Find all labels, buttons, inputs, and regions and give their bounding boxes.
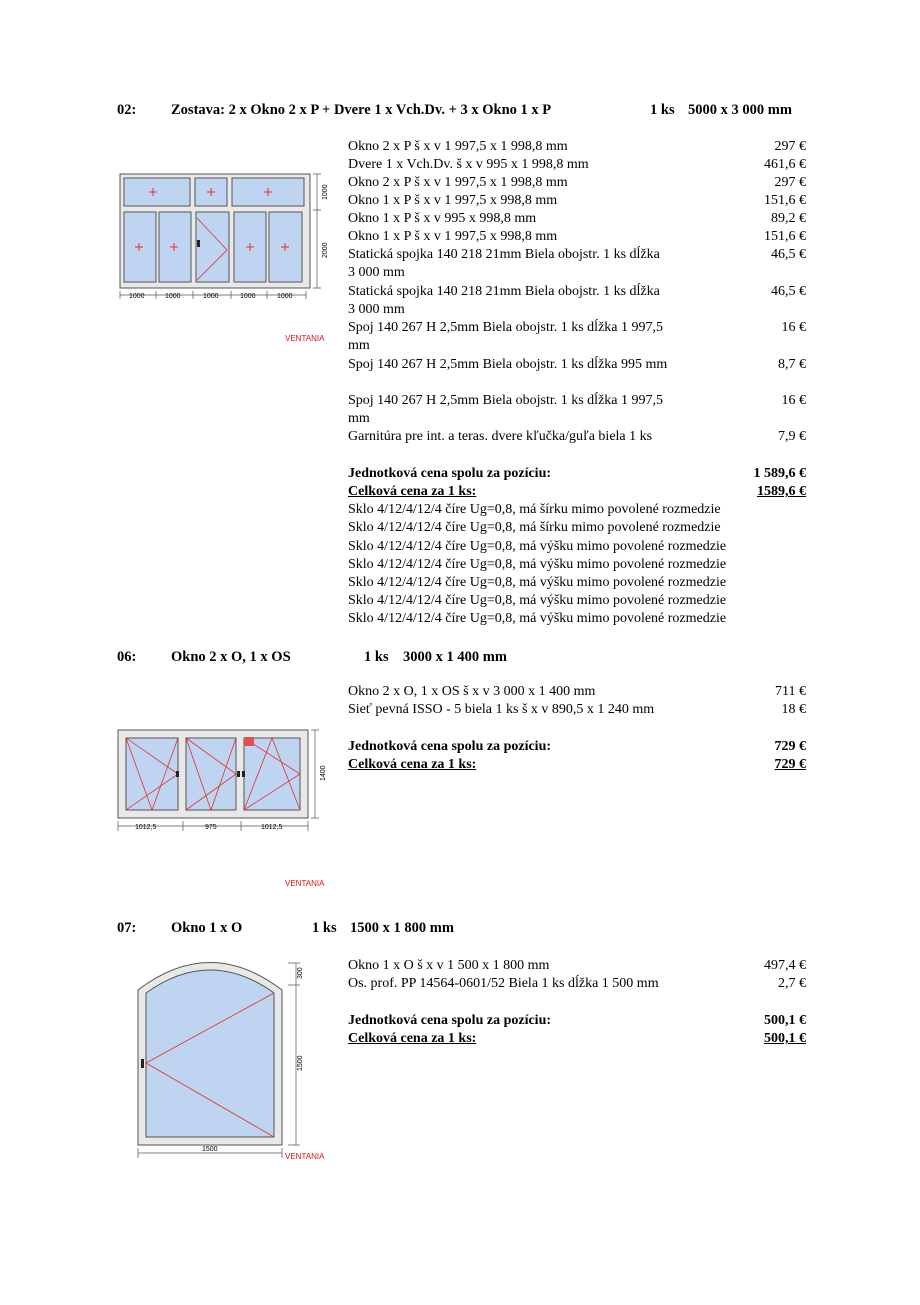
section-06-number: 06: [117,649,137,665]
section-07-number: 07: [117,920,137,936]
glass-note: Sklo 4/12/4/12/4 číre Ug=0,8, má výšku mimo povolené rozmedzie [348,539,727,554]
brand-logo: VENTANIA [285,334,325,343]
unit-price-label: Jednotková cena spolu za pozíciu: [348,466,552,481]
total-price-value: 729 € [774,757,806,772]
item-desc: Okno 1 x P š x v 1 997,5 x 998,8 mm [348,229,558,244]
dim-bottom-4: 1000 [240,293,256,300]
item-desc: Okno 2 x P š x v 1 997,5 x 1 998,8 mm [348,175,568,190]
item-price: 151,6 € [764,193,806,208]
dim-right-2: 1500 [297,1055,304,1071]
glass-note: Sklo 4/12/4/12/4 číre Ug=0,8, má šírku mimo povolené rozmedzie [348,502,721,517]
glass-note: Sklo 4/12/4/12/4 číre Ug=0,8, má výšku mimo povolené rozmedzie [348,593,727,608]
glass-note: Sklo 4/12/4/12/4 číre Ug=0,8, má šírku mimo povolené rozmedzie [348,520,721,535]
total-price-value: 1589,6 € [757,484,806,499]
dim-bottom-2: 975 [205,824,217,831]
unit-price-value: 500,1 € [764,1013,806,1028]
item-desc: Statická spojka 140 218 21mm Biela obojstr. 1 ks dĺžka 3 000 mm [348,247,660,280]
item-price: 497,4 € [764,958,806,973]
brand-logo: VENTANIA [285,879,325,888]
item-desc: Sieť pevná ISSO - 5 biela 1 ks š x v 890,5 x 1 240 mm [348,702,655,717]
glass-note: Sklo 4/12/4/12/4 číre Ug=0,8, má výšku mimo povolené rozmedzie [348,575,727,590]
total-price-label: Celková cena za 1 ks: [348,484,477,499]
item-price: 8,7 € [778,357,806,372]
glass-note: Sklo 4/12/4/12/4 číre Ug=0,8, má výšku mimo povolené rozmedzie [348,611,727,626]
window-drawing-02 [115,170,330,300]
item-price: 89,2 € [771,211,806,226]
item-desc: Statická spojka 140 218 21mm Biela obojstr. 1 ks dĺžka 3 000 mm [348,284,660,317]
section-06-size: 3000 x 1 400 mm [403,649,507,665]
total-price-value: 500,1 € [764,1031,806,1046]
item-desc: Spoj 140 267 H 2,5mm Biela obojstr. 1 ks dĺžka 1 997,5 mm [348,320,663,353]
item-desc: Okno 2 x O, 1 x OS š x v 3 000 x 1 400 mm [348,684,596,699]
item-price: 18 € [781,702,806,717]
dim-bottom-3: 1012,5 [261,824,283,831]
window-drawing-06 [113,725,328,835]
dim-bottom-1: 1500 [202,1146,218,1153]
item-price: 2,7 € [778,976,806,991]
section-07-size: 1500 x 1 800 mm [350,920,454,936]
item-desc: Spoj 140 267 H 2,5mm Biela obojstr. 1 ks dĺžka 1 997,5 mm [348,393,663,426]
item-desc: Okno 1 x O š x v 1 500 x 1 800 mm [348,958,550,973]
total-price-label: Celková cena za 1 ks: [348,757,477,772]
section-07-qty: 1 ks [312,920,337,936]
unit-price-label: Jednotková cena spolu za pozíciu: [348,739,552,754]
item-price: 297 € [774,139,806,154]
item-price: 461,6 € [764,157,806,172]
section-06-qty: 1 ks [364,649,389,665]
unit-price-value: 1 589,6 € [753,466,806,481]
section-02-number: 02: [117,102,137,118]
item-price: 46,5 € [771,284,806,299]
section-06-title: Okno 2 x O, 1 x OS [171,649,291,665]
window-drawing-07 [130,945,330,1160]
item-desc: Spoj 140 267 H 2,5mm Biela obojstr. 1 ks dĺžka 995 mm [348,357,668,372]
dim-bottom-1: 1012,5 [135,824,157,831]
dim-bottom-5: 1000 [277,293,293,300]
section-02-size: 5000 x 3 000 mm [688,102,792,118]
item-price: 16 € [781,393,806,408]
item-price: 46,5 € [771,247,806,262]
item-price: 7,9 € [778,429,806,444]
brand-logo: VENTANIA [285,1152,325,1161]
unit-price-label: Jednotková cena spolu za pozíciu: [348,1013,552,1028]
dim-bottom-1: 1000 [129,293,145,300]
total-price-label: Celková cena za 1 ks: [348,1031,477,1046]
item-desc: Os. prof. PP 14564-0601/52 Biela 1 ks dĺžka 1 500 mm [348,976,659,991]
dim-right-2: 2000 [322,242,329,258]
item-desc: Okno 1 x P š x v 995 x 998,8 mm [348,211,537,226]
section-07-title: Okno 1 x O [171,920,243,936]
dim-right-1: 300 [297,967,304,979]
section-02-qty: 1 ks [650,102,675,118]
item-price: 711 € [775,684,806,699]
item-desc: Okno 2 x P š x v 1 997,5 x 1 998,8 mm [348,139,568,154]
item-desc: Dvere 1 x Vch.Dv. š x v 995 x 1 998,8 mm [348,157,589,172]
item-desc: Okno 1 x P š x v 1 997,5 x 998,8 mm [348,193,558,208]
item-price: 16 € [781,320,806,335]
dim-right-1: 1400 [320,765,327,781]
dim-right-1: 1000 [322,184,329,200]
section-02-title: Zostava: 2 x Okno 2 x P + Dvere 1 x Vch.Dv. + 3 x Okno 1 x P [171,102,552,118]
dim-bottom-2: 1000 [165,293,181,300]
glass-note: Sklo 4/12/4/12/4 číre Ug=0,8, má výšku mimo povolené rozmedzie [348,557,727,572]
unit-price-value: 729 € [774,739,806,754]
item-price: 297 € [774,175,806,190]
dim-bottom-3: 1000 [203,293,219,300]
item-price: 151,6 € [764,229,806,244]
item-desc: Garnitúra pre int. a teras. dvere kľučka/guľa biela 1 ks [348,429,653,444]
